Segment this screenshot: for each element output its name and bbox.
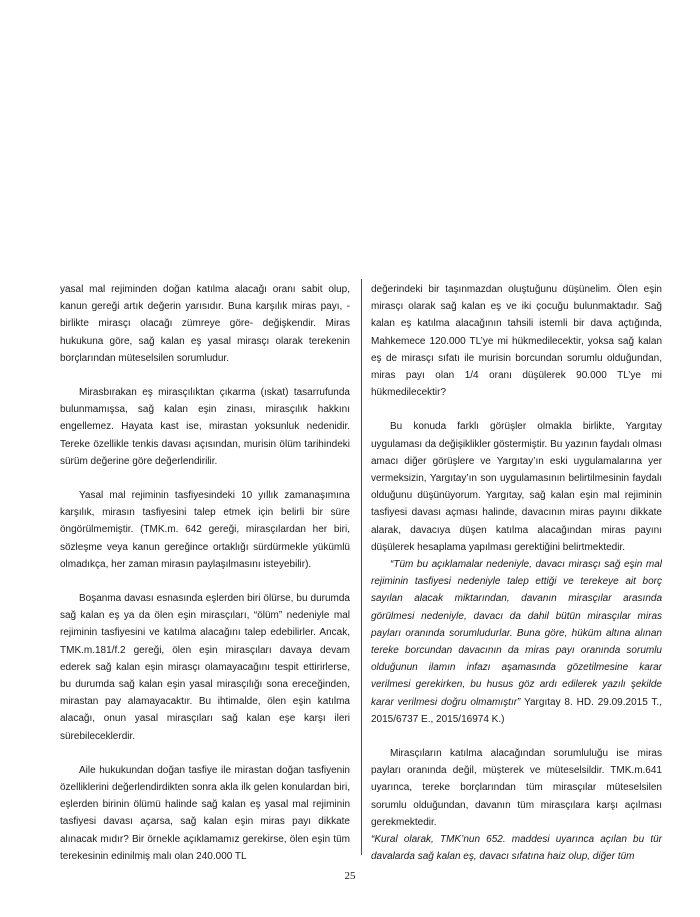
right-column — [371, 281, 662, 866]
page-number: 25 — [344, 870, 356, 882]
court-quote-1-text: “Tüm bu açıklamalar nedeniyle, davacı mirasçı sağ eşin mal rejiminin tasfiyesi nedeniyle talep ettiği ve terekeye ait borç sayılan alacak miktarından, davanın mirasçılar arasında görülmesi nedeniyle, davacı da dahil bütün mirasçılar miras payları oranında sorumludurlar. Buna göre, hüküm altına alınan tereke borcundan davacının da miras payı oranında sorumlu olduğunun ilamın infazı aşamasında gözetilmesine karar verilmesi gerekirken, bu husus göz ardı edilerek yazılı şekilde karar verilmesi doğru olmamıştır” — [371, 559, 662, 708]
court-quote-1-reference: Yargıtay 8. HD. 29.09.2015 T., 2015/6737 E., 2015/16974 K.) — [371, 696, 662, 725]
right-paragraph-1: değerindeki bir taşınmazdan oluştuğunu düşünelim. Ölen eşin mirasçı olarak sağ kalan eş ve iki çocuğu bulunmaktadır. Sağ kalan eş katılma alacağının tahsili istemli bir dava açtığında, Mahkemece 120.000 TL’ye mi hükmedilecektir, yoksa sağ kalan eş de mirasçı sıfatı ile murisin borcundan sorumlu olduğundan, miras payı olan 1/4 oranı düşülerek 90.000 TL’ye mi hükmedilecektir? — [371, 284, 662, 399]
court-quote-1 — [371, 556, 662, 728]
left-paragraph-2: Mirasbırakan eş mirasçılıktan çıkarma (ıskat) tasarrufunda bulunmamışsa, sağ kalan eşin zinası, mirasçılık hakkını engellemez. Hayata kast ise, mirastan yoksunluk nedenidir. Tereke özellikle tenkis davası açısından, murisin ölüm tarihindeki sürüm değerine göre değerlendirilir. — [60, 387, 350, 467]
right-paragraph-2: Bu konuda farklı görüşler olmakla birlikte, Yargıtay uygulaması da değişiklikler göstermiştir. Bu yazının faydalı olması amacı diğer görüşlere ve Yargıtay’ın eski uygulamalarına yer vermeksizin, Yargıtay’ın son uygulamasının belirtilmesinin faydalı olduğunu düşünüyorum. Yargıtay, sağ kalan eşin mal rejiminin tasfiyesi davası açması halinde, davacının miras payını dikkate alarak, davacıya düşen katılma alacağından miras payını düşülerek hesaplama yapılması gerektiğini belirtmektedir. — [371, 421, 662, 553]
court-quote-2: “Kural olarak, TMK’nun 652. maddesi uyarınca açılan bu tür davalarda sağ kalan eş, davacı sıfatına haiz olup, diğer tüm — [371, 834, 662, 863]
left-paragraph-5: Aile hukukundan doğan tasfiye ile mirastan doğan tasfiyenin özelliklerini değerlendirdikten sonra akla ilk gelen konulardan biri, eşlerden birinin ölümü halinde sağ kalan eş yasal mal rejiminin tasfiyesi davası açarsa, sağ kalan eşin miras payı dikkate alınacak mıdır? Bir örnekle açıklamamız gerekirse, ölen eşin tüm terekesinin edinilmiş malı olan 240.000 TL — [60, 764, 350, 862]
column-divider — [361, 279, 362, 855]
left-paragraph-4: Boşanma davası esnasında eşlerden biri ölürse, bu durumda sağ kalan eş ya da ölen eşin mirasçıları, “ölüm” nedeniyle mal rejiminin tasfiyesini ve katılma alacağını talep edebilirler. Ancak, TMK.m.181/f.2 gereği, ölen eşin mirasçıları davaya devam ederek sağ kalan eşin mirasçı olamayacağını tespit ettirirlerse, bu durumda sağ kalan eşin yasal mirasçılığı sona ereceğinden, mirastan pay alamayacaktır. Bu ihtimalde, ölen eşin katılma alacağı, onun yasal mirasçıları sağ kalan eşe karşı ileri sürebileceklerdir. — [60, 593, 350, 742]
right-paragraph-3: Mirasçıların katılma alacağından sorumluluğu ise miras payları oranında değil, müşterek ve müteselsildir. TMK.m.641 uyarınca, tereke borçlarından tüm mirasçılar müteselsilen sorumlu olduğundan, davanın tüm mirasçılara karşı açılması gerekmektedir. — [371, 748, 662, 828]
left-paragraph-3: Yasal mal rejiminin tasfiyesindeki 10 yıllık zamanaşımına karşılık, mirasın tasfiyesini talep etmek için belirli bir süre öngörülmemiştir. (TMK.m. 642 gereği, mirasçılardan her biri, sözleşme veya kanun gereğince ortaklığı sürdürmekle yükümlü olmadıkça, her zaman mirasın paylaşılmasını isteyebilir). — [60, 490, 350, 570]
left-paragraph-1: yasal mal rejiminden doğan katılma alacağı oranı sabit olup, kanun gereği artık değerin yarısıdır. Buna karşılık miras payı, -birlikte mirasçı olacağı zümreye göre- değişkendir. Miras hukukuna göre, sağ kalan eş yasal mirasçı olarak terekenin borçlarından müteselsilen sorumludur. — [60, 284, 350, 364]
left-column — [60, 281, 350, 865]
